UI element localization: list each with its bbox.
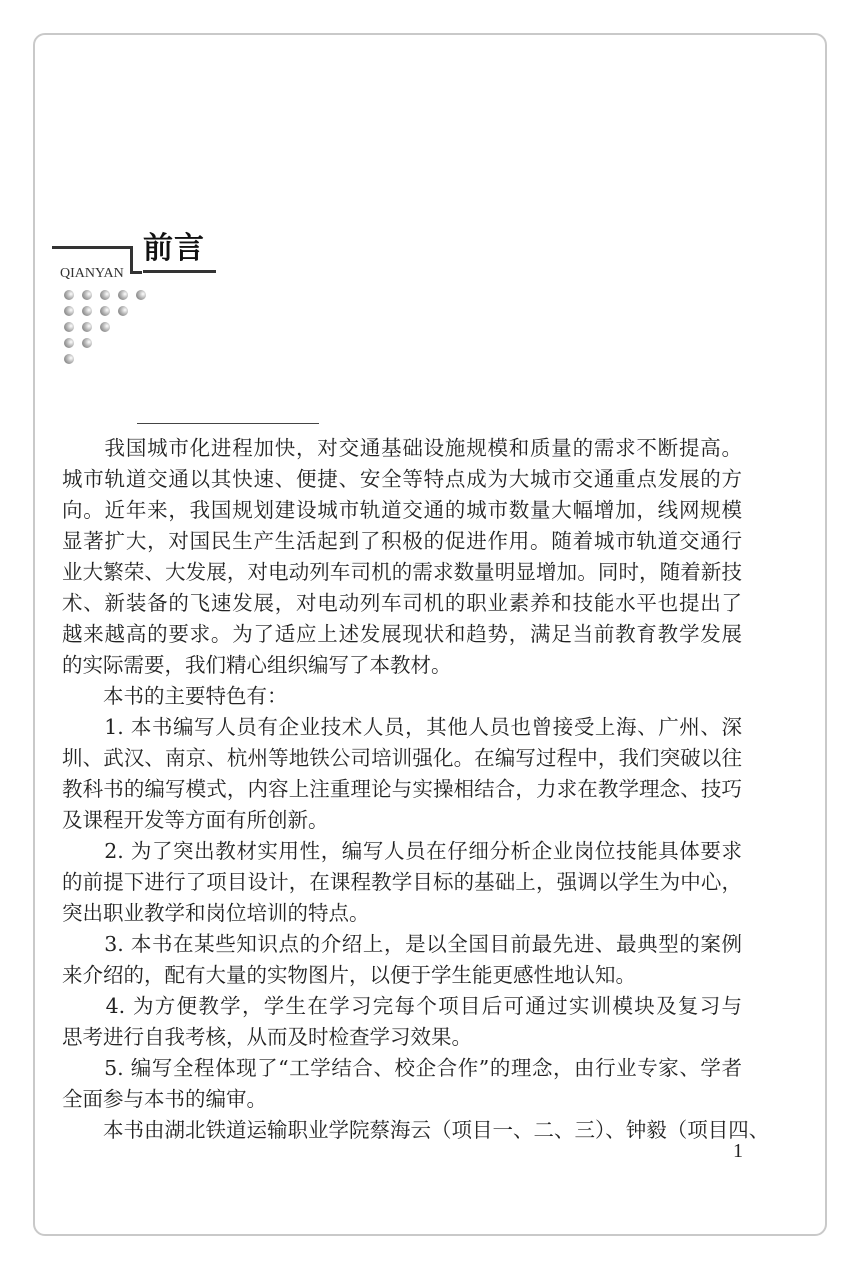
text-line: 来介绍的，配有大量的实物图片，以便于学生能更感性地认知。	[62, 963, 636, 987]
text-line: 业大繁荣、大发展，对电动列车司机的需求数量明显增加。同时，随着新技	[62, 560, 742, 584]
decorative-dot	[118, 290, 128, 300]
text-line: 突出职业教学和岗位培训的特点。	[62, 901, 370, 925]
text-line: 教科书的编写模式，内容上注重理论与实操相结合，力求在教学理念、技巧	[62, 777, 742, 801]
header-rule-left	[52, 246, 132, 249]
text-line: 及课程开发等方面有所创新。	[62, 808, 329, 832]
decorative-dot	[136, 290, 146, 300]
header-rule-step	[130, 246, 133, 274]
title-underline	[143, 270, 216, 273]
text-line: 本书的主要特色有：	[62, 684, 288, 708]
text-line: 术、新装备的飞速发展，对电动列车司机的职业素养和技能水平也提出了	[62, 591, 742, 615]
text-line: 的实际需要，我们精心组织编写了本教材。	[62, 653, 452, 677]
decorative-dot	[82, 306, 92, 316]
text-line: 越来越高的要求。为了适应上述发展现状和趋势，满足当前教育教学发展	[62, 622, 742, 646]
text-line: 5. 编写全程体现了“工学结合、校企合作”的理念，由行业专家、学者	[62, 1056, 742, 1080]
text-line: 城市轨道交通以其快速、便捷、安全等特点成为大城市交通重点发展的方	[62, 467, 742, 491]
text-line: 思考进行自我考核，从而及时检查学习效果。	[62, 1025, 472, 1049]
text-line: 显著扩大，对国民生产生活起到了积极的促进作用。随着城市轨道交通行	[62, 529, 742, 553]
title-pinyin: QIANYAN	[60, 266, 124, 281]
decorative-dot	[100, 306, 110, 316]
text-line: 2. 为了突出教材实用性，编写人员在仔细分析企业岗位技能具体要求	[62, 839, 742, 863]
text-line: 向。近年来，我国规划建设城市轨道交通的城市数量大幅增加，线网规模	[62, 498, 742, 522]
decorative-dot	[118, 306, 128, 316]
decorative-dot	[64, 290, 74, 300]
text-line: 本书由湖北铁道运输职业学院蔡海云（项目一、二、三）、钟毅（项目四、	[62, 1118, 770, 1142]
text-line: 3. 本书在某些知识点的介绍上，是以全国目前最先进、最典型的案例	[62, 932, 742, 956]
decorative-dot	[64, 306, 74, 316]
decorative-dot	[82, 338, 92, 348]
text-line: 4. 为方便教学，学生在学习完每个项目后可通过实训模块及复习与	[62, 994, 742, 1018]
page-number: 1	[733, 1140, 743, 1162]
header-rule-joint	[130, 271, 142, 274]
decorative-dot	[82, 290, 92, 300]
decorative-dot	[64, 322, 74, 332]
section-divider	[137, 423, 319, 424]
decorative-dot	[100, 290, 110, 300]
text-line: 1. 本书编写人员有企业技术人员，其他人员也曾接受上海、广州、深	[62, 715, 742, 739]
text-line: 全面参与本书的编审。	[62, 1087, 267, 1111]
decorative-dot	[64, 354, 74, 364]
text-line: 我国城市化进程加快，对交通基础设施规模和质量的需求不断提高。	[62, 436, 742, 460]
text-line: 的前提下进行了项目设计，在课程教学目标的基础上，强调以学生为中心，	[62, 870, 742, 894]
decorative-dot	[64, 338, 74, 348]
text-line: 圳、武汉、南京、杭州等地铁公司培训强化。在编写过程中，我们突破以往	[62, 746, 742, 770]
decorative-dot	[100, 322, 110, 332]
decorative-dot	[82, 322, 92, 332]
page-title: 前言	[143, 231, 205, 266]
